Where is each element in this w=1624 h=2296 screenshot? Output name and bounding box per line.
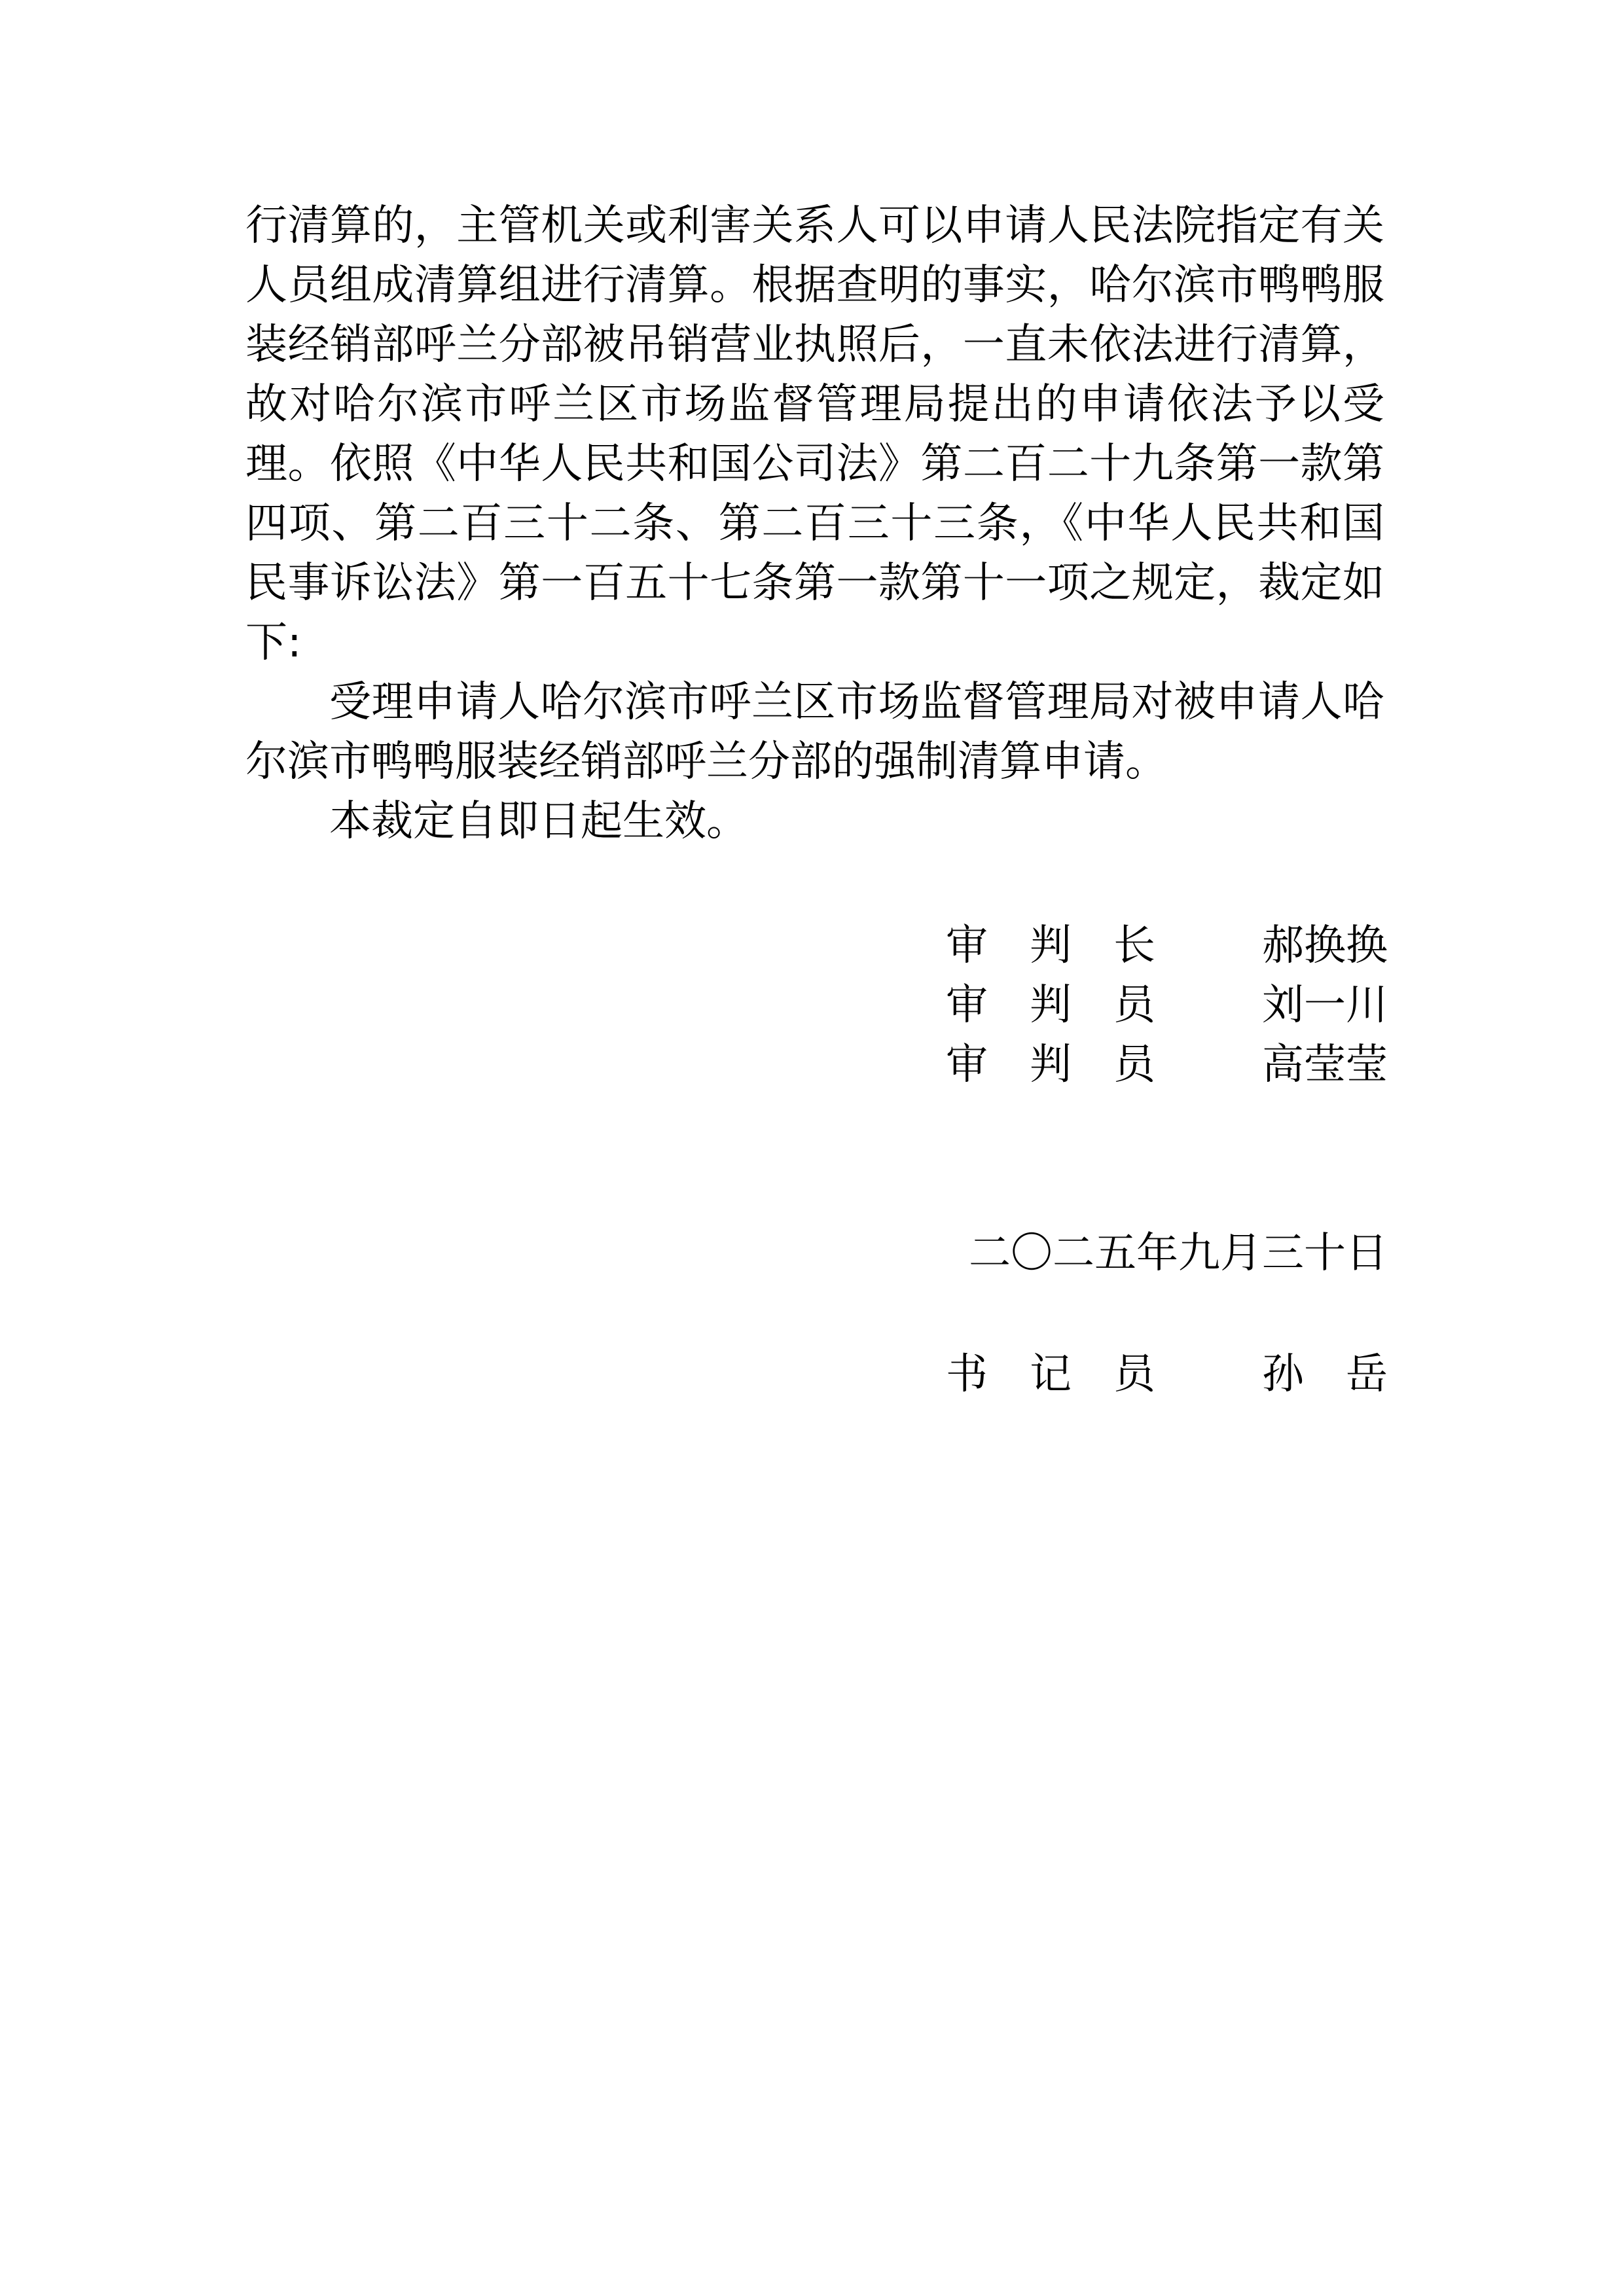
signature-name: 高莹莹	[1262, 1041, 1388, 1089]
signature-role: 审判员	[946, 1041, 1197, 1089]
paragraph-effective: 本裁定自即日起生效。	[329, 797, 748, 846]
signature-judge-2	[946, 1035, 1388, 1095]
ruling-date: 二〇二五年九月三十日	[969, 1229, 1388, 1278]
signature-presiding-judge	[946, 916, 1388, 976]
signature-name: 郝换换	[1262, 922, 1388, 970]
paragraph-reasoning: 行清算的，主管机关或利害关系人可以申请人民法院指定有关人员组成清算组进行清算。根据查明的事实，哈尔滨市鸭鸭服装经销部呼兰分部被吊销营业执照后，一直未依法进行清算，故对哈尔滨市呼兰区市场监督管理局提出的申请依法予以受理。依照《中华人民共和国公司法》第二百二十九条第一款第四项、第二百三十二条、第二百三十三条，《中华人民共和国民事诉讼法》第一百五十七条第一款第十一项之规定，裁定如下:	[245, 202, 1384, 667]
ruling-body	[245, 196, 1384, 852]
signature-name: 刘一川	[1262, 981, 1388, 1030]
paragraph-ruling: 受理申请人哈尔滨市呼兰区市场监督管理局对被申请人哈尔滨市鸭鸭服装经销部呼兰分部的强制清算申请。	[245, 678, 1384, 786]
signature-clerk	[946, 1345, 1430, 1405]
signature-role: 审判员	[946, 981, 1197, 1030]
signature-role: 书记员	[946, 1350, 1197, 1399]
signature-name: 孙岳	[1262, 1350, 1430, 1399]
signature-judge-1	[946, 976, 1388, 1035]
signature-role: 审判长	[946, 922, 1197, 970]
